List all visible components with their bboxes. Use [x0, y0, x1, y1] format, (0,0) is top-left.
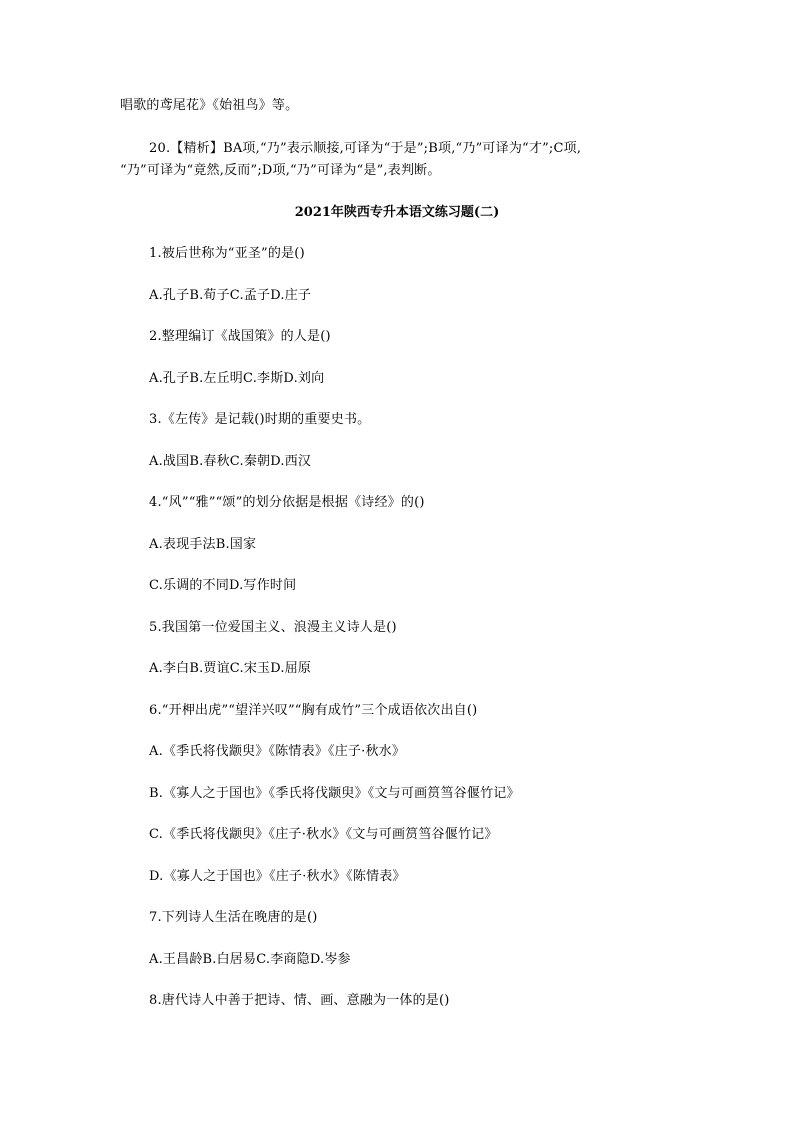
- question-4-options-row-2: C.乐调的不同D.写作时间: [149, 578, 297, 593]
- question-6-option-b: B.《寡人之于国也》《季氏将伐颛臾》《文与可画筼筜谷偃竹记》: [149, 786, 520, 801]
- question-7-stem: 7.下列诗人生活在晚唐的是(): [149, 910, 318, 925]
- answer-20-line-2: “乃”可译为“竟然,反而”;D项,“乃”可译为“是”,表判断。: [120, 163, 441, 178]
- question-6-stem: 6.“开柙出虎”“望洋兴叹”“胸有成竹”三个成语依次出自(): [149, 703, 478, 718]
- section-title: 2021年陕西专升本语文练习题(二): [294, 205, 500, 220]
- question-3-options: A.战国B.春秋C.秦朝D.西汉: [149, 454, 312, 469]
- question-8-stem: 8.唐代诗人中善于把诗、情、画、意融为一体的是(): [149, 993, 450, 1008]
- question-2-stem: 2.整理编订《战国策》的人是(): [149, 329, 331, 344]
- question-1-stem: 1.被后世称为“亚圣”的是(): [149, 246, 305, 261]
- question-6-option-c: C.《季氏将伐颛臾》《庄子·秋水》《文与可画筼筜谷偃竹记》: [149, 827, 498, 842]
- question-7-options: A.王昌龄B.白居易C.李商隐D.岑参: [149, 952, 351, 967]
- previous-answer-tail: 唱歌的鸢尾花》《始祖鸟》等。: [120, 98, 299, 113]
- question-1-options: A.孔子B.荀子C.孟子D.庄子: [149, 288, 312, 303]
- question-2-options: A.孔子B.左丘明C.李斯D.刘向: [149, 371, 325, 386]
- question-4-options-row-1: A.表现手法B.国家: [149, 537, 257, 552]
- question-6-option-a: A.《季氏将伐颛臾》《陈情表》《庄子·秋水》: [149, 744, 406, 759]
- question-5-options: A.李白B.贾谊C.宋玉D.屈原: [149, 661, 312, 676]
- question-5-stem: 5.我国第一位爱国主义、浪漫主义诗人是(): [149, 620, 397, 635]
- answer-20-line-1: 20.【精析】BA项,“乃”表示顺接,可译为“于是”;B项,“乃”可译为“才”;C项,: [149, 141, 582, 156]
- question-3-stem: 3.《左传》是记载()时期的重要史书。: [149, 412, 371, 427]
- question-6-option-d: D.《寡人之于国也》《庄子·秋水》《陈情表》: [149, 869, 406, 884]
- question-4-stem: 4.“风”“雅”“颂”的划分依据是根据《诗经》的(): [149, 495, 425, 510]
